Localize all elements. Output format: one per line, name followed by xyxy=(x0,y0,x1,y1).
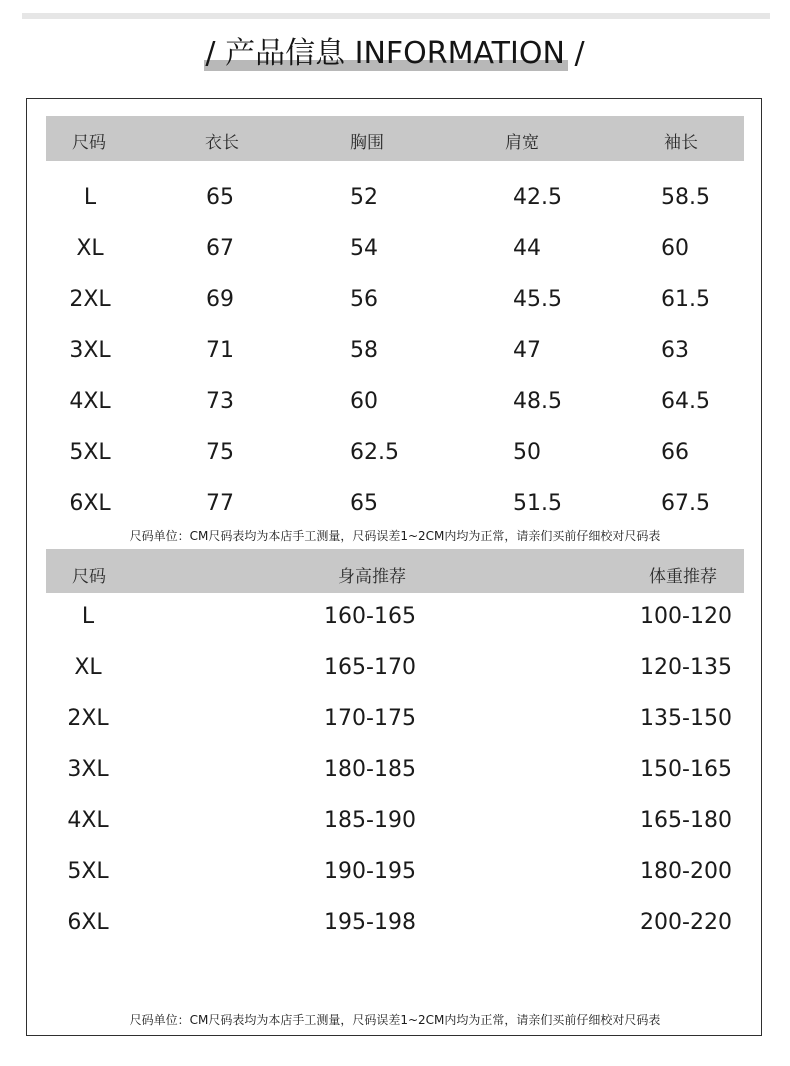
recommend-table-cell: 195-198 xyxy=(324,910,416,935)
recommend-table-cell: 5XL xyxy=(67,859,109,884)
size-table-cell: 44 xyxy=(513,236,541,261)
recommend-table-cell: 4XL xyxy=(67,808,109,833)
size-table-cell: 58 xyxy=(350,338,378,363)
size-table-cell: 63 xyxy=(661,338,689,363)
size-table-cell: 71 xyxy=(206,338,234,363)
size-table-cell: 50 xyxy=(513,440,541,465)
recommend-table-header-cell: 身高推荐 xyxy=(338,567,406,587)
size-table-cell: 62.5 xyxy=(350,440,399,465)
size-table-header-cell: 肩宽 xyxy=(505,133,539,153)
recommend-table-cell: XL xyxy=(74,655,102,680)
size-table-header-cell: 衣长 xyxy=(205,133,239,153)
recommend-table-cell: 135-150 xyxy=(640,706,732,731)
top-divider-bar xyxy=(22,13,770,19)
recommend-table-cell: 185-190 xyxy=(324,808,416,833)
size-table-cell: 42.5 xyxy=(513,185,562,210)
recommend-table-header-cell: 尺码 xyxy=(72,567,106,587)
recommend-table-header-cell: 体重推荐 xyxy=(649,567,717,587)
size-table-cell: 56 xyxy=(350,287,378,312)
size-table-cell: 60 xyxy=(350,389,378,414)
size-table-header-cell: 尺码 xyxy=(72,133,106,153)
size-table-cell: 73 xyxy=(206,389,234,414)
recommend-table-cell: 180-185 xyxy=(324,757,416,782)
size-table-cell: 65 xyxy=(206,185,234,210)
recommend-table-cell: 3XL xyxy=(67,757,109,782)
size-table-cell: 75 xyxy=(206,440,234,465)
recommend-table-cell: 190-195 xyxy=(324,859,416,884)
size-table-cell: L xyxy=(83,185,97,210)
recommend-table-cell: 165-170 xyxy=(324,655,416,680)
recommend-table-cell: L xyxy=(81,604,95,629)
size-table-cell: 4XL xyxy=(69,389,111,414)
size-table-cell: 67.5 xyxy=(661,491,710,516)
size-table-cell: 47 xyxy=(513,338,541,363)
recommend-table-cell: 150-165 xyxy=(640,757,732,782)
size-table-cell: XL xyxy=(76,236,104,261)
size-table-cell: 67 xyxy=(206,236,234,261)
size-table-cell: 2XL xyxy=(69,287,111,312)
size-table-cell: 54 xyxy=(350,236,378,261)
page-title: / 产品信息 INFORMATION / xyxy=(205,36,585,71)
recommend-table-cell: 165-180 xyxy=(640,808,732,833)
size-table-cell: 48.5 xyxy=(513,389,562,414)
size-table-cell: 69 xyxy=(206,287,234,312)
size-table-cell: 65 xyxy=(350,491,378,516)
recommend-table-cell: 180-200 xyxy=(640,859,732,884)
size-table-cell: 64.5 xyxy=(661,389,710,414)
size-table-cell: 6XL xyxy=(69,491,111,516)
recommend-table-cell: 160-165 xyxy=(324,604,416,629)
recommend-table-cell: 170-175 xyxy=(324,706,416,731)
recommend-table-cell: 200-220 xyxy=(640,910,732,935)
size-table-cell: 45.5 xyxy=(513,287,562,312)
size-table-cell: 52 xyxy=(350,185,378,210)
size-table-cell: 60 xyxy=(661,236,689,261)
recommend-table-cell: 100-120 xyxy=(640,604,732,629)
recommend-table-cell: 6XL xyxy=(67,910,109,935)
recommend-table-cell: 120-135 xyxy=(640,655,732,680)
size-table-cell: 61.5 xyxy=(661,287,710,312)
size-table-cell: 3XL xyxy=(69,338,111,363)
recommend-table-cell: 2XL xyxy=(67,706,109,731)
size-table-cell: 77 xyxy=(206,491,234,516)
size-table-header-cell: 袖长 xyxy=(664,133,698,153)
measurement-note-bottom: 尺码单位：CM尺码表均为本店手工测量，尺码误差1~2CM内均为正常，请亲们买前仔细校对尺码表 xyxy=(129,1013,661,1027)
size-table-header-cell: 胸围 xyxy=(350,133,384,153)
size-table-header-bar xyxy=(46,116,744,161)
size-table-cell: 51.5 xyxy=(513,491,562,516)
size-table-cell: 58.5 xyxy=(661,185,710,210)
measurement-note-top: 尺码单位：CM尺码表均为本店手工测量，尺码误差1~2CM内均为正常，请亲们买前仔细校对尺码表 xyxy=(129,529,661,543)
size-table-cell: 66 xyxy=(661,440,689,465)
size-table-cell: 5XL xyxy=(69,440,111,465)
